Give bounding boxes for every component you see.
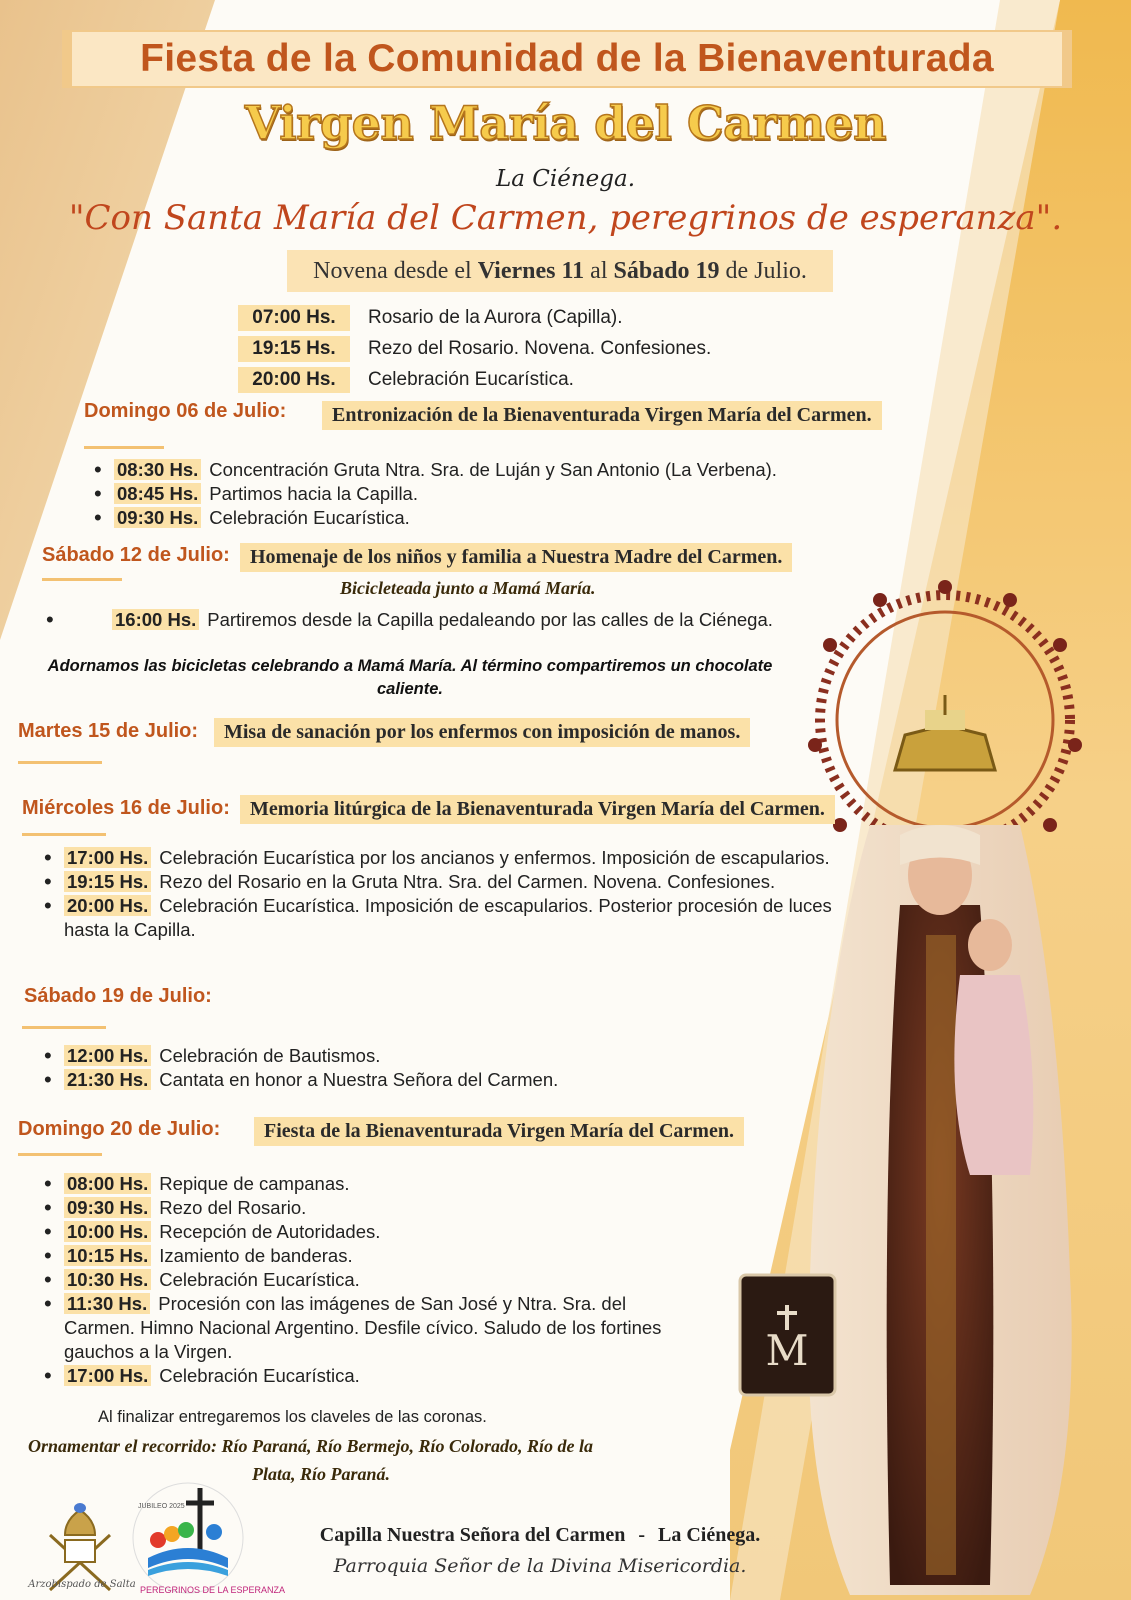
list-item	[40, 1220, 680, 1244]
domingo20-list	[40, 1172, 680, 1388]
item-time: 10:00 Hs.	[64, 1221, 151, 1242]
miercoles16-list	[40, 846, 850, 942]
domingo06-title: Entronización de la Bienaventurada Virgen María del Carmen.	[322, 401, 882, 430]
daily-text: Rezo del Rosario. Novena. Confesiones.	[368, 337, 712, 359]
item-text: Rezo del Rosario.	[159, 1197, 307, 1218]
list-item	[40, 1292, 680, 1364]
domingo20-title: Fiesta de la Bienaventurada Virgen María del Carmen.	[254, 1117, 744, 1146]
list-item	[40, 846, 850, 870]
item-text: Concentración Gruta Ntra. Sra. de Luján y San Antonio (La Verbena).	[209, 459, 777, 480]
item-time: 10:15 Hs.	[64, 1245, 151, 1266]
daily-time: 07:00 Hs.	[238, 305, 350, 331]
daily-text: Rosario de la Aurora (Capilla).	[368, 306, 623, 328]
underline	[84, 446, 164, 449]
title-banner	[62, 30, 1072, 88]
list-item	[40, 1364, 680, 1388]
sabado12-note: Adornamos las bicicletas celebrando a Mamá María. Al término compartiremos un chocolate caliente.	[47, 657, 773, 698]
item-time: 12:00 Hs.	[64, 1045, 151, 1066]
item-time: 08:00 Hs.	[64, 1173, 151, 1194]
sabado19-label: Sábado 19 de Julio:	[24, 985, 212, 1007]
list-item	[40, 1244, 680, 1268]
item-text: Izamiento de banderas.	[159, 1245, 353, 1266]
place-name: La Ciénega.	[495, 166, 636, 192]
list-item	[90, 506, 890, 530]
svg-text:M: M	[765, 1326, 809, 1375]
sabado12-subtitle: Bicicleteada junto a Mamá María.	[340, 578, 596, 598]
list-item	[40, 894, 850, 942]
domingo06-list	[90, 458, 890, 530]
list-item	[40, 870, 850, 894]
daily-schedule	[238, 302, 711, 395]
novena-prefix: Novena desde el	[313, 257, 472, 284]
item-time: 17:00 Hs.	[64, 1365, 151, 1386]
domingo06-label: Domingo 06 de Julio:	[84, 400, 287, 422]
sabado12-label: Sábado 12 de Julio:	[42, 544, 230, 566]
parish-name: Parroquia Señor de la Divina Misericordia.	[333, 1555, 747, 1577]
sabado12-list	[42, 608, 802, 632]
list-item	[40, 1172, 680, 1196]
novena-end: Sábado 19	[613, 257, 720, 284]
item-text: Celebración Eucarística. Imposición de escapularios. Posterior procesión de luces hasta la Capilla.	[64, 895, 832, 940]
item-text: Partimos hacia la Capilla.	[209, 483, 418, 504]
martes15-title: Misa de sanación por los enfermos con imposición de manos.	[214, 718, 750, 747]
underline	[18, 761, 102, 764]
item-text: Procesión con las imágenes de San José y Ntra. Sra. del Carmen. Himno Nacional Argentino. Desfile cívico. Saludo de los fortines gauchos a la Virgen.	[64, 1293, 662, 1362]
item-text: Celebración Eucarística.	[159, 1365, 360, 1386]
closing-note: Al finalizar entregaremos los claveles de las coronas.	[98, 1408, 487, 1426]
underline	[42, 578, 122, 581]
jubilee-logo	[128, 1478, 286, 1598]
item-text: Rezo del Rosario en la Gruta Ntra. Sra. del Carmen. Novena. Confesiones.	[159, 871, 776, 892]
item-text: Celebración de Bautismos.	[159, 1045, 381, 1066]
item-text: Celebración Eucarística por los ancianos y enfermos. Imposición de escapularios.	[159, 847, 830, 868]
sabado12-title: Homenaje de los niños y familia a Nuestra Madre del Carmen.	[240, 543, 792, 572]
miercoles16-label: Miércoles 16 de Julio:	[22, 797, 230, 819]
sabado19-list	[40, 1044, 740, 1092]
item-text: Celebración Eucarística.	[159, 1269, 360, 1290]
underline	[18, 1153, 102, 1156]
jubilee-year: JUBILEO 2025	[138, 1503, 185, 1510]
chapel-name: Capilla Nuestra Señora del Carmen	[319, 1524, 626, 1546]
item-text: Recepción de Autoridades.	[159, 1221, 381, 1242]
novena-mid: al	[590, 257, 608, 284]
separator: -	[638, 1524, 645, 1546]
miercoles16-title: Memoria litúrgica de la Bienaventurada Virgen María del Carmen.	[240, 795, 835, 824]
item-time: 09:30 Hs.	[64, 1197, 151, 1218]
daily-row	[238, 364, 711, 395]
daily-text: Celebración Eucarística.	[368, 368, 574, 390]
archdiocese-name: Arzobispado de Salta	[28, 1579, 136, 1590]
item-text: Repique de campanas.	[159, 1173, 350, 1194]
motto: "Con Santa María del Carmen, peregrinos de esperanza".	[68, 198, 1063, 238]
list-item	[42, 608, 802, 632]
route-line2: Plata, Río Paraná.	[252, 1464, 391, 1484]
item-time: 20:00 Hs.	[64, 895, 151, 916]
list-item	[40, 1196, 680, 1220]
route-line1	[28, 1436, 593, 1457]
novena-banner	[287, 250, 833, 292]
child	[954, 975, 1033, 1175]
underline	[22, 1026, 106, 1029]
route-label: Ornamentar el recorrido:	[28, 1436, 217, 1456]
novena-start: Viernes 11	[477, 257, 585, 284]
daily-time: 20:00 Hs.	[238, 367, 350, 393]
novena-suffix: de Julio.	[725, 257, 807, 284]
route-list-1: Río Paraná, Río Bermejo, Río Colorado, Río de la	[221, 1436, 594, 1456]
item-time: 17:00 Hs.	[64, 847, 151, 868]
daily-time: 19:15 Hs.	[238, 336, 350, 362]
item-time: 16:00 Hs.	[112, 609, 199, 630]
daily-row	[238, 302, 711, 333]
list-item	[90, 482, 890, 506]
domingo20-label: Domingo 20 de Julio:	[18, 1118, 221, 1140]
underline	[22, 833, 106, 836]
item-text: Partiremos desde la Capilla pedaleando por las calles de la Ciénega.	[207, 609, 773, 630]
jubilee-slogan: PEREGRINOS DE LA ESPERANZA	[140, 1585, 286, 1595]
list-item	[90, 458, 890, 482]
main-title: Fiesta de la Comunidad de la Bienaventurada	[140, 37, 994, 80]
item-time: 19:15 Hs.	[64, 871, 151, 892]
item-text: Cantata en honor a Nuestra Señora del Carmen.	[159, 1069, 559, 1090]
item-time: 21:30 Hs.	[64, 1069, 151, 1090]
item-time: 08:30 Hs.	[114, 459, 201, 480]
town-name: La Ciénega.	[658, 1524, 761, 1546]
crown	[895, 725, 995, 770]
virgen-title: Virgen María del Carmen	[244, 96, 887, 150]
list-item	[40, 1268, 680, 1292]
list-item	[40, 1068, 740, 1092]
item-time: 11:30 Hs.	[64, 1293, 150, 1314]
list-item	[40, 1044, 740, 1068]
item-time: 08:45 Hs.	[114, 483, 201, 504]
virgin-statue-image	[730, 575, 1131, 1600]
item-time: 10:30 Hs.	[64, 1269, 151, 1290]
martes15-label: Martes 15 de Julio:	[18, 720, 199, 742]
chapel-line	[280, 1524, 800, 1547]
item-time: 09:30 Hs.	[114, 507, 201, 528]
item-text: Celebración Eucarística.	[209, 507, 410, 528]
daily-row	[238, 333, 711, 364]
